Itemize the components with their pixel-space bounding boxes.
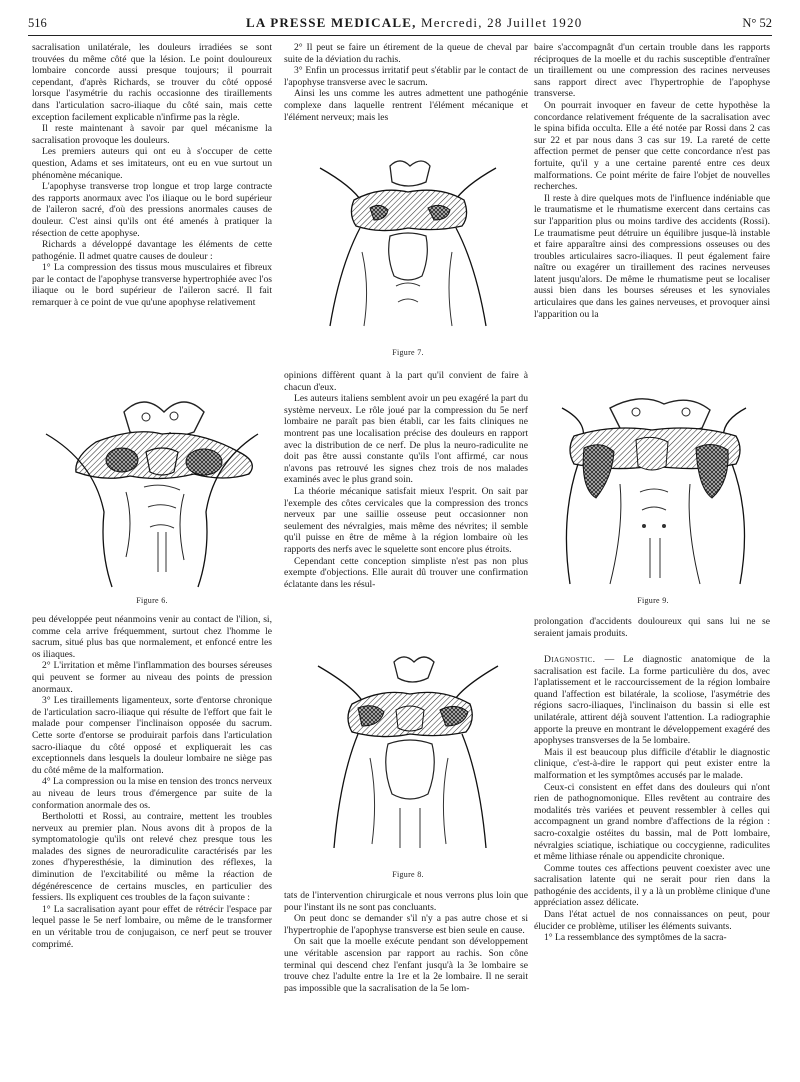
- section-label: Diagnostic.: [544, 654, 596, 665]
- column-2-top: [284, 42, 528, 150]
- paragraph: tats de l'intervention chirurgicale et nous verrons plus loin que pour l'instant ils ne sont pas concluants.: [284, 890, 528, 913]
- paragraph: peu développée peut néanmoins venir au contact de l'ilion, si, comme cela arrive fréquemment, surtout chez l'homme le sacrum, situé plus bas que normalement, et enfoncé entre les os iliaques.: [32, 614, 272, 660]
- issue-number: N° 52: [742, 16, 772, 30]
- paragraph: Ceux-ci consistent en effet dans des douleurs qui n'ont rien de pathognomonique. Elles revêtent au contraire des modalités très variées et peuvent ressembler à celles qui accompagnent un grand nombre d'affections de la région : sacro-coxalgie ostéites du bassin, mal de Pott lombaire, névralgies sciatique, ischiatique ou coccygienne, radiculites et même lithiase rénale ou appendicite chronique.: [534, 781, 770, 863]
- journal-title: LA PRESSE MEDICALE,: [246, 15, 417, 30]
- paragraph: [534, 654, 770, 747]
- figure-8-caption: Figure 8.: [392, 870, 424, 879]
- paragraph: Ainsi les uns comme les autres admettent une pathogénie complexe dans laquelle rentrent l'élément mécanique et l'élément nerveux; mais les: [284, 88, 528, 123]
- paragraph: L'apophyse transverse trop longue et trop large contracte des rapports anormaux avec l'os iliaque ou le bord supérieur de l'aileron sacré, d'où des pressions anormales causes de douleur. C'est ainsi qu'ils ont été amenés à pratiquer la résection de cette apophyse.: [32, 181, 272, 239]
- column-3-middle: [534, 616, 770, 646]
- paragraph: 1° La ressemblance des symptômes de la sacra-: [544, 932, 727, 944]
- paragraph: On peut donc se demander s'il n'y a pas autre chose et si l'hypertrophie de l'apophyse transverse est bien seule en cause.: [284, 913, 528, 936]
- paragraph: Les auteurs italiens semblent avoir un peu exagéré la part du système nerveux. Le rôle joué par la compression du 5e nerf lombaire ne paraît pas bien établi, car les faits cliniques ne montrent pas une localisation précise des douleurs en rapport avec la distribution de ce nerf. De plus la neuro-radiculite ne doit pas être aussi constante qu'ils l'ont affirmé, car nous n'avons pas retrouvé les signes chez trois de nos malades examinés avec le plus grand soin.: [284, 393, 528, 486]
- figure-8: [300, 648, 516, 884]
- column-3-top: [534, 42, 770, 384]
- figure-7-drawing: [300, 156, 516, 344]
- issue-date: Mercredi, 28 Juillet 1920: [420, 15, 583, 30]
- paragraph: Cependant cette conception simpliste n'est pas non plus exempte d'objections. Elle aurait dû trouver une confirmation éclatante dans les résul-: [284, 555, 528, 590]
- column-2-middle: [284, 370, 528, 642]
- paragraph: 2° Il peut se faire un étirement de la queue de cheval par suite de la déviation du rachis.: [284, 42, 528, 65]
- paragraph: Bertholotti et Rossi, au contraire, mettent les troubles nerveux au premier plan. Nous avons dit à propos de la symptomatologie qu'ils ont relevé chez presque tous les malades des signes de neuroradiculite caractérisés par les zones d'hyperesthésie, la diminution des réflexes, la diminution de l'excitabilité ou même la réaction de dégénérescence de certains muscles, en particulier des fessiers. Ils expliquent ces troubles de la façon suivante :: [32, 811, 272, 904]
- paragraph: prolongation d'accidents douloureux qui sans lui ne se seraient jamais produits.: [534, 616, 770, 639]
- paragraph: Comme toutes ces affections peuvent coexister avec une sacralisation latente qui ne serait pour rien dans la pathogénie des accidents, il y a là un problème clinique d'une appréciation assez délicate.: [534, 862, 770, 909]
- paragraph: Dans l'état actuel de nos connaissances on peut, pour élucider ce problème, utiliser les éléments suivants.: [534, 909, 770, 932]
- figure-6-caption: Figure 6.: [136, 596, 168, 605]
- paragraph: 1° La compression des tissus mous musculaires et fibreux par le contact de l'apophyse transverse hypertrophiée avec l'os iliaque ou le bord supérieur de l'aileron sacré. Il fait remarquer à ce point de vue qu'une apophyse relativement: [32, 262, 272, 309]
- paragraph: On sait que la moelle exécute pendant son développement une véritable ascension par rapport au rachis. Son cône terminal qui descend chez l'enfant jusqu'à la 3e lombaire se trouve chez l'adulte entre la 1re et la 2e lombaire. Il ne serait pas impossible que la sacralisation de la 5e lom-: [284, 936, 528, 994]
- paragraph: 1° La sacralisation ayant pour effet de rétrécir l'espace par lequel passe le 5e nerf lombaire, ou même de le transformer en un véritable trou de conjugaison, ce nerf peut se trouver comprimé.: [32, 903, 272, 950]
- journal-header: [246, 15, 582, 31]
- paragraph: baire s'accompagnât d'un certain trouble dans les rapports réciproques de la moelle et du rachis susceptible d'entraîner un tiraillement ou une compression des racines nerveuses sans rapport direct avec l'hypertrophie de l'apophyse transverse.: [534, 42, 770, 100]
- figure-6-drawing: [34, 382, 270, 592]
- column-3-bottom: [534, 654, 770, 1070]
- paragraph: Mais il est beaucoup plus difficile d'établir le diagnostic clinique, c'est-à-dire le rapport qui peut exister entre la malformation et les symptômes accusés par le malade.: [534, 746, 770, 781]
- paragraph: 2° L'irritation et même l'inflammation des bourses séreuses qui peuvent se former au niveau des points de pression anormaux.: [32, 660, 272, 695]
- paragraph: Richards a développé davantage les éléments de cette pathogénie. Il admet quatre causes de douleur :: [32, 239, 272, 262]
- column-1-bottom: [32, 614, 272, 1068]
- paragraph: opinions diffèrent quant à la part qu'il convient de faire à chacun d'eux.: [284, 370, 528, 393]
- paragraph: On pourrait invoquer en faveur de cette hypothèse la concordance relativement fréquente de la sacralisation avec le spina bifida occulta. Elle a été notée par Rossi dans 2 cas sur 22 et par nous dans 3 cas sur 19. La rareté de cette affection permet de penser que cette concordance n'est pas fortuite, qu'il y a une certaine parenté entre ces deux malformations. Ce point mérite de faire l'objet de nouvelles recherches.: [534, 99, 770, 193]
- page-header: [28, 14, 772, 36]
- figure-8-drawing: [300, 648, 516, 864]
- paragraph: Les premiers auteurs qui ont eu à s'occuper de cette question, Adams et ses imitateurs, ont eu en vue surtout un phénomène mécanique.: [32, 146, 272, 181]
- figure-9-drawing: [540, 388, 766, 592]
- page-number: 516: [28, 16, 47, 30]
- figure-7-caption: Figure 7.: [392, 348, 424, 357]
- paragraph: La théorie mécanique satisfait mieux l'esprit. On sait par l'exemple des côtes cervicales que la compression des troncs nerveux par une saillie osseuse peut occasionner non seulement des névralgies, mais même des névrites; il semble qu'il puisse en être de même à la région lombaire où les rapports des nerfs avec le squelette sont encore plus étroits.: [284, 485, 528, 555]
- column-2-bottom: [284, 890, 528, 1070]
- paragraph: Il reste à dire quelques mots de l'influence indéniable que le traumatisme et le rhumatisme exercent dans certains cas sur l'apparition plus ou moins tardive des accidents (Rossi). Le traumatisme peut détruire un équilibre jusque-là instable et faire apparaître ainsi des compressions osseuses ou des troubles articulaires sacro-iliaques. Il peut également faire naître ou exagérer un tiraillement des racines nerveuses latent jusqu'alors. De même le rhumatisme peut se localiser aussi bien dans les bourses séreuses et les synoviales articulaires que dans les gaines nerveuses, et provoquer ainsi l'apparition ou la: [534, 192, 770, 320]
- paragraph-text: — Le diagnostic anatomique de la sacralisation est facile. La forme particulière du dos, avec l'aplatissement et le raccourcissement de la région lombaire quand l'affection est bilatérale, la scoliose, l'asymétrie des régions sacro-iliaques, l'inclinaison du bassin si elle est unilatérale, attirent déjà souvent l'attention. La radiographie apporte la preuve en montrant le développement exagéré des apophyses transverses de la 5e lombaire.: [534, 654, 770, 747]
- figure-7: [300, 156, 516, 364]
- paragraph: 4° La compression ou la mise en tension des troncs nerveux au niveau de leurs trous d'émergence par suite de la conformation anormale des os.: [32, 776, 272, 811]
- column-1-top: [32, 42, 272, 374]
- figure-6: [34, 382, 270, 610]
- paragraph: 3° Les tiraillements ligamenteux, sorte d'entorse chronique de l'articulation sacro-iliaque qui résulte de l'effort que fait le malade pour compenser l'inclinaison opposée du sacrum. Cette sorte d'entorse se produirait parfois dans l'articulation sacro-iliaque du côté opposé et expliquerait les cas exceptionnels dans lesquels la douleur lombaire ne siège pas du côté même de la malformation.: [32, 695, 272, 776]
- paragraph: sacralisation unilatérale, les douleurs irradiées se sont trouvées du même côté que la lésion. Le point douloureux lombaire concorde aussi presque toujours; il pourrait cependant, d'après Richards, se trouver du côté opposé lorsque l'asymétrie du rachis occasionne des tiraillements dans l'articulation sacro-iliaque du côté sain, mais cette exception facilement explicable n'infirme pas la règle.: [32, 42, 272, 123]
- paragraph: 3° Enfin un processus irritatif peut s'établir par le contact de l'apophyse transverse avec le sacrum.: [284, 65, 528, 88]
- figure-9: [540, 388, 766, 610]
- paragraph: Il reste maintenant à savoir par quel mécanisme la sacralisation provoque les douleurs.: [32, 123, 272, 146]
- figure-9-caption: Figure 9.: [637, 596, 669, 605]
